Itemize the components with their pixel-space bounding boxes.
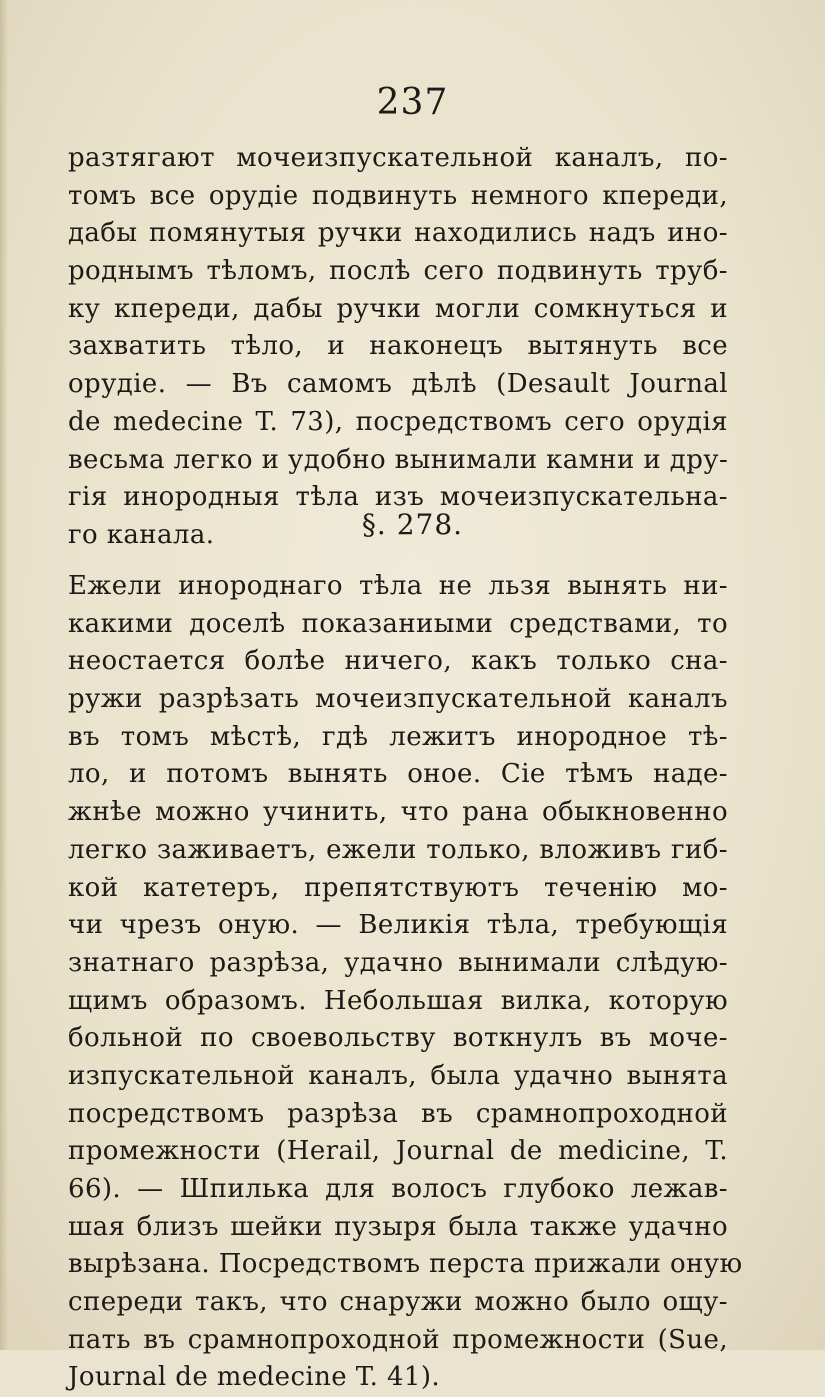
text-line: го канала. — [68, 519, 215, 550]
text-line: de medecine T. 73), посредствомъ сего орудія — [68, 406, 728, 437]
text-line: кой катетеръ, препятствуютъ теченію мо- — [68, 872, 728, 903]
text-line: ку кпереди, дабы ручки могли сомкнуться и — [68, 293, 728, 324]
paragraph-1 — [68, 140, 728, 555]
text-line: гія инородныя тѣла изъ мочеизпускательна- — [68, 482, 728, 513]
text-line: 66). — Шпилька для волосъ глубоко лежав- — [68, 1174, 728, 1204]
text-line: захватить тѣло, и наконецъ вытянуть все — [68, 331, 728, 362]
paragraph-2 — [68, 568, 743, 1397]
text-line: роднымъ тѣломъ, послѣ сего подвинуть труб- — [68, 256, 728, 287]
text-line: легко заживаетъ, ежели только, вложивъ гиб- — [68, 834, 728, 865]
text-line: какими доселѣ показаниыми средствами, то — [68, 608, 728, 639]
section-heading: §. 278. — [361, 508, 464, 541]
text-line: разтягают мочеизпускательной каналъ, по- — [68, 143, 728, 173]
page-number: 237 — [376, 82, 449, 123]
text-line: ружи разрѣзать мочеизпускательной каналъ — [68, 684, 728, 715]
text-line: неостается болѣе ничего, какъ только сна- — [68, 646, 728, 677]
text-line: посредствомъ разрѣза въ срамнопроходной — [68, 1098, 728, 1129]
text-line: Journal de medecine T. 41). — [68, 1362, 441, 1393]
text-line: знатнаго разрѣза, удачно вынимали слѣдую- — [68, 947, 728, 978]
text-line: щимъ образомъ. Небольшая вилка, которую — [68, 985, 728, 1016]
text-line: шая близъ шейки пузыря была также удачно — [68, 1211, 728, 1242]
text-line: орудіе. — Въ самомъ дѣлѣ (Desault Journal — [68, 369, 728, 400]
text-line: промежности (Herail, Journal de medicine, T. — [68, 1136, 728, 1167]
text-line: изпускательной каналъ, была удачно вынята — [68, 1060, 728, 1091]
text-line: томъ все орудіе подвинуть немного кпереди, — [68, 180, 728, 211]
page-binding-edge — [0, 0, 8, 1350]
text-line: дабы помянутыя ручки находились надъ ино- — [68, 218, 728, 249]
text-line: вырѣзана. Посредствомъ перста прижали оную — [68, 1249, 743, 1280]
text-line: спереди такъ, что снаружи можно было ощу- — [68, 1287, 728, 1318]
text-line: пать въ срамнопроходной промежности (Sue, — [68, 1324, 728, 1355]
text-line: въ томъ мѣстѣ, гдѣ лежитъ инородное тѣ- — [68, 721, 728, 752]
text-line: больной по своевольству воткнулъ въ моче- — [68, 1023, 728, 1054]
text-line: чи чрезъ оную. — Великія тѣла, требующія — [68, 910, 728, 941]
text-line: весьма легко и удобно вынимали камни и дру- — [68, 444, 729, 475]
text-line: Ежели инороднаго тѣла не льзя вынять ни- — [68, 571, 728, 601]
text-line: жнѣе можно учинить, что рана обыкновенно — [68, 797, 728, 828]
text-line: ло, и потомъ вынять оное. Сіе тѣмъ наде- — [68, 759, 728, 790]
